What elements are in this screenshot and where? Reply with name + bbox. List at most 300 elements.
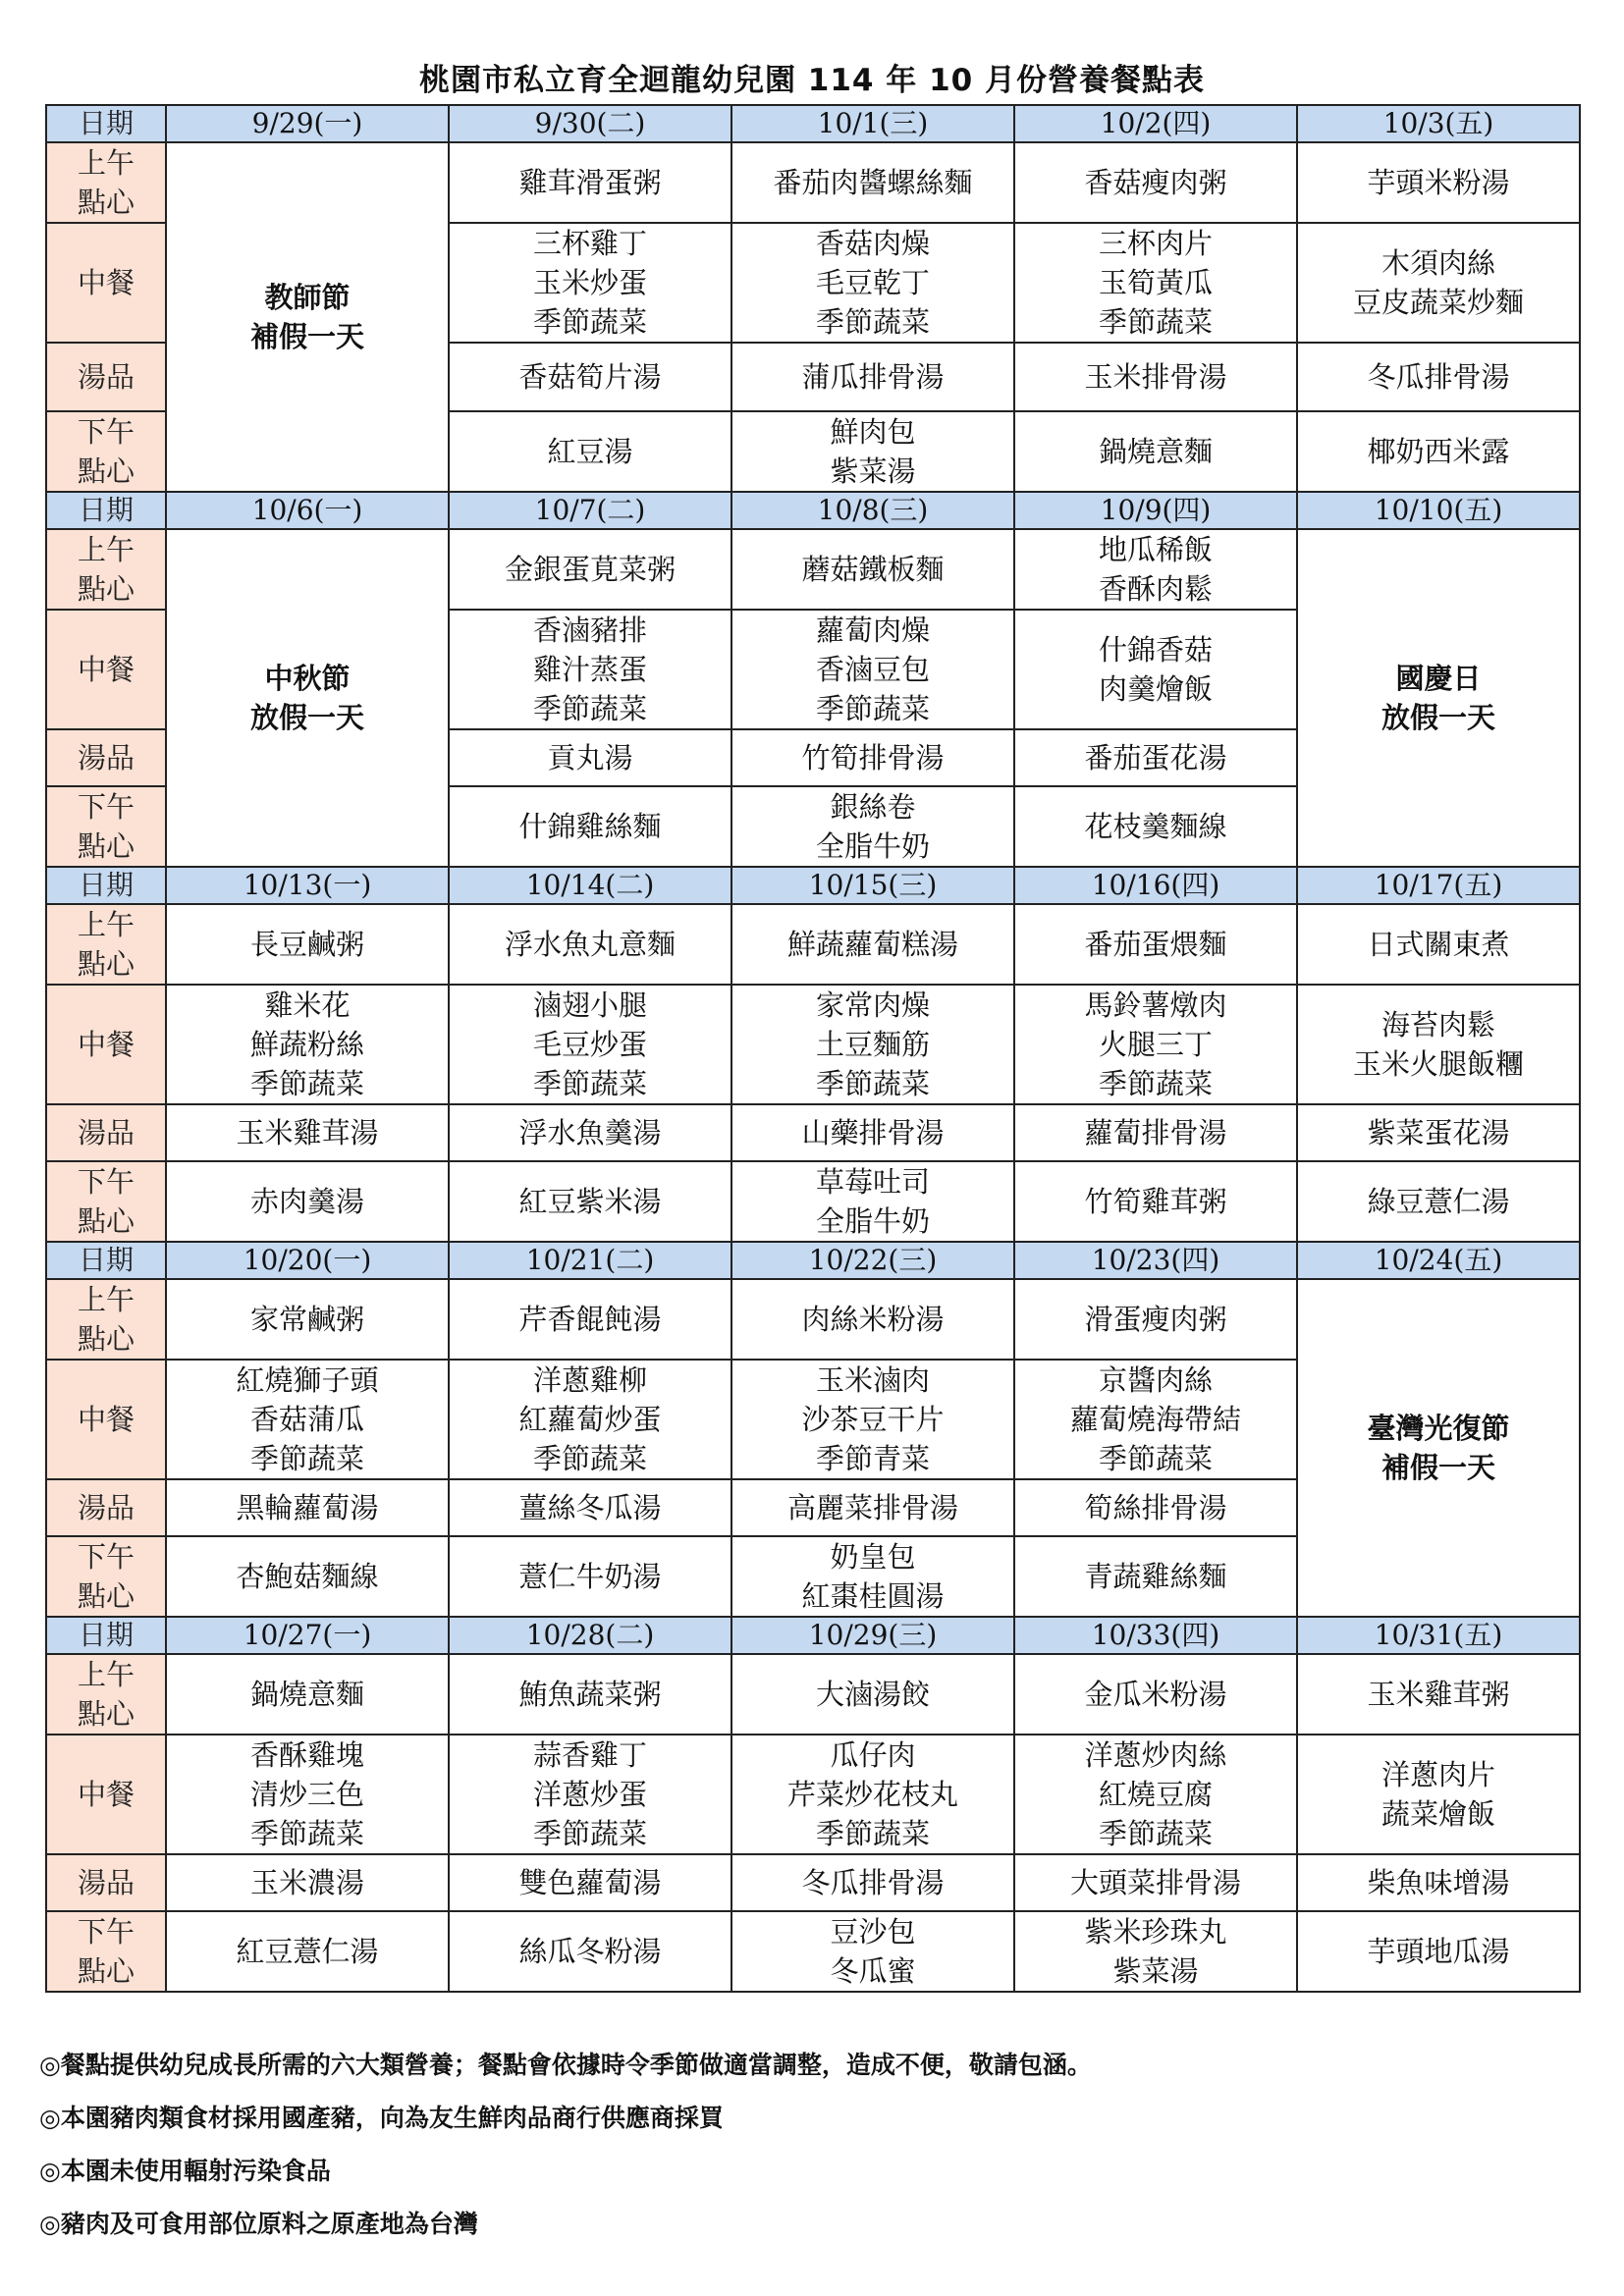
menu-item: 香酥肉鬆 — [1098, 572, 1213, 606]
menu-item: 什錦香菇 — [1098, 633, 1213, 667]
soup-cell — [731, 343, 1014, 411]
lunch-cell — [166, 1360, 449, 1479]
lunch-cell — [731, 610, 1014, 729]
soup-cell — [1297, 1104, 1580, 1161]
menu-item: 紅豆薏仁湯 — [236, 1935, 379, 1968]
afternoon-snack-cell — [731, 1161, 1014, 1242]
afternoon-snack-cell — [731, 1911, 1014, 1992]
soup-cell — [1014, 1479, 1297, 1536]
morning-snack-cell — [166, 1279, 449, 1360]
date-cell: 10/31(五) — [1297, 1617, 1580, 1654]
menu-item: 鍋燒意麵 — [1098, 435, 1213, 468]
morning-snack-cell — [1297, 1654, 1580, 1735]
menu-item: 香滷豬排 — [532, 614, 647, 647]
morning-snack-cell — [449, 529, 731, 610]
soup-label: 湯品 — [46, 1854, 166, 1911]
soup-label: 湯品 — [46, 1479, 166, 1536]
date-cell: 9/29(一) — [166, 105, 449, 142]
menu-item: 鮮蔬蘿蔔糕湯 — [786, 928, 958, 961]
menu-item: 季節蔬菜 — [532, 1067, 647, 1100]
notes-section — [39, 2046, 1591, 2258]
soup-cell — [731, 1104, 1014, 1161]
lunch-cell — [731, 223, 1014, 343]
menu-item: 季節蔬菜 — [532, 1442, 647, 1475]
holiday-line: 臺灣光復節 — [1367, 1412, 1510, 1445]
menu-item: 土豆麵筋 — [815, 1028, 930, 1061]
menu-item: 香菇筍片湯 — [518, 360, 662, 394]
menu-item: 大頭菜排骨湯 — [1069, 1866, 1241, 1899]
menu-item: 金銀蛋莧菜粥 — [504, 553, 676, 586]
soup-cell — [1297, 343, 1580, 411]
menu-item: 雞茸滑蛋粥 — [518, 166, 662, 199]
menu-item: 季節青菜 — [815, 1442, 930, 1475]
lunch-cell — [449, 610, 731, 729]
holiday-line: 中秋節 — [264, 662, 351, 695]
menu-item: 玉米排骨湯 — [1084, 360, 1227, 394]
menu-item: 玉筍黃瓜 — [1098, 266, 1213, 299]
note-origin: ◎豬肉及可食用部位原料之原產地為台灣 — [39, 2210, 478, 2238]
morning-snack-cell — [449, 1279, 731, 1360]
menu-item: 浮水魚丸意麵 — [504, 928, 676, 961]
lunch-label: 中餐 — [46, 1735, 166, 1854]
holiday-line: 教師節 — [264, 281, 351, 314]
date-row — [46, 1242, 1580, 1279]
label-line: 點心 — [77, 829, 135, 863]
morning-snack-cell — [731, 904, 1014, 985]
afternoon-snack-cell — [449, 786, 731, 867]
menu-item: 山藥排骨湯 — [801, 1116, 945, 1149]
afternoon-snack-cell — [731, 786, 1014, 867]
menu-item: 季節蔬菜 — [532, 305, 647, 339]
afternoon-snack-cell — [1014, 411, 1297, 492]
lunch-label: 中餐 — [46, 223, 166, 343]
date-label: 日期 — [46, 105, 166, 142]
menu-item: 椰奶西米露 — [1367, 435, 1510, 468]
soup-cell — [1014, 1854, 1297, 1911]
morning-snack-cell — [1014, 1279, 1297, 1360]
lunch-cell — [1297, 1735, 1580, 1854]
afternoon-snack-row — [46, 1161, 1580, 1242]
soup-cell — [449, 729, 731, 786]
menu-item: 季節蔬菜 — [249, 1817, 364, 1850]
menu-item: 蒲瓜排骨湯 — [801, 360, 945, 394]
lunch-row — [46, 985, 1580, 1104]
afternoon-snack-label — [46, 1536, 166, 1617]
label-line: 點心 — [77, 186, 135, 219]
menu-item: 火腿三丁 — [1098, 1028, 1213, 1061]
morning-snack-cell — [449, 904, 731, 985]
afternoon-snack-cell — [166, 1911, 449, 1992]
menu-item: 香滷豆包 — [815, 653, 930, 686]
label-line: 點心 — [77, 947, 135, 981]
afternoon-snack-cell — [1014, 1161, 1297, 1242]
menu-item: 全脂牛奶 — [815, 829, 930, 863]
soup-cell — [166, 1104, 449, 1161]
lunch-cell — [1297, 223, 1580, 343]
morning-snack-label — [46, 142, 166, 223]
menu-item: 草莓吐司 — [815, 1165, 930, 1199]
label-line: 上午 — [77, 533, 135, 566]
label-line: 下午 — [77, 415, 135, 449]
morning-snack-label — [46, 904, 166, 985]
menu-item: 紫菜蛋花湯 — [1367, 1116, 1510, 1149]
menu-item: 赤肉羹湯 — [249, 1185, 364, 1218]
menu-item: 薏仁牛奶湯 — [518, 1560, 662, 1593]
menu-item: 花枝羹麵線 — [1084, 810, 1227, 843]
menu-item: 雙色蘿蔔湯 — [518, 1866, 662, 1899]
lunch-cell — [1014, 1735, 1297, 1854]
label-line: 上午 — [77, 1658, 135, 1691]
menu-item: 季節蔬菜 — [815, 1067, 930, 1100]
lunch-cell — [449, 1735, 731, 1854]
lunch-cell — [731, 1735, 1014, 1854]
date-cell: 10/1(三) — [731, 105, 1014, 142]
note-pork-source: ◎本園豬肉類食材採用國產豬，向為友生鮮肉品商行供應商採買 — [39, 2104, 724, 2132]
label-line: 下午 — [77, 1165, 135, 1199]
date-label: 日期 — [46, 1242, 166, 1279]
lunch-cell — [166, 1735, 449, 1854]
menu-item: 香菇蒲瓜 — [249, 1403, 364, 1436]
lunch-label: 中餐 — [46, 610, 166, 729]
menu-item: 杏鮑菇麵線 — [236, 1560, 379, 1593]
label-line: 點心 — [77, 1579, 135, 1613]
afternoon-snack-cell — [166, 1161, 449, 1242]
label-line: 點心 — [77, 1954, 135, 1988]
lunch-label: 中餐 — [46, 985, 166, 1104]
menu-item: 雞米花 — [264, 988, 351, 1022]
menu-item: 三杯雞丁 — [532, 227, 647, 260]
menu-item: 瓜仔肉 — [830, 1738, 916, 1772]
afternoon-snack-cell — [731, 411, 1014, 492]
morning-snack-cell — [1014, 904, 1297, 985]
menu-item: 季節蔬菜 — [1098, 1442, 1213, 1475]
menu-item: 鮮蔬粉絲 — [249, 1028, 364, 1061]
menu-item: 番茄肉醬螺絲麵 — [773, 166, 973, 199]
menu-item: 季節蔬菜 — [1098, 1817, 1213, 1850]
morning-snack-row — [46, 904, 1580, 985]
soup-cell — [449, 1479, 731, 1536]
label-line: 上午 — [77, 146, 135, 180]
holiday-cell — [1297, 1279, 1580, 1617]
menu-item: 季節蔬菜 — [815, 305, 930, 339]
menu-item: 地瓜稀飯 — [1098, 533, 1213, 566]
menu-item: 高麗菜排骨湯 — [786, 1491, 958, 1524]
label-line: 點心 — [77, 454, 135, 488]
soup-cell — [1014, 343, 1297, 411]
lunch-cell — [1014, 985, 1297, 1104]
morning-snack-cell — [449, 1654, 731, 1735]
menu-item: 薑絲冬瓜湯 — [518, 1491, 662, 1524]
morning-snack-cell — [1014, 142, 1297, 223]
menu-item: 馬鈴薯燉肉 — [1084, 988, 1227, 1022]
soup-cell — [731, 1479, 1014, 1536]
afternoon-snack-label — [46, 1911, 166, 1992]
date-cell: 10/10(五) — [1297, 492, 1580, 529]
date-row — [46, 492, 1580, 529]
menu-item: 毛豆乾丁 — [815, 266, 930, 299]
menu-item: 三杯肉片 — [1098, 227, 1213, 260]
date-cell: 10/7(二) — [449, 492, 731, 529]
menu-item: 玉米濃湯 — [249, 1866, 364, 1899]
menu-item: 季節蔬菜 — [532, 692, 647, 725]
menu-item: 長豆鹹粥 — [249, 928, 364, 961]
menu-item: 肉絲米粉湯 — [801, 1303, 945, 1336]
menu-item: 季節蔬菜 — [249, 1442, 364, 1475]
date-cell: 10/28(二) — [449, 1617, 731, 1654]
menu-item: 家常肉燥 — [815, 988, 930, 1022]
date-cell: 10/8(三) — [731, 492, 1014, 529]
menu-item: 芋頭米粉湯 — [1367, 166, 1510, 199]
holiday-line: 國慶日 — [1395, 662, 1482, 695]
menu-item: 芹菜炒花枝丸 — [786, 1778, 958, 1811]
soup-cell — [1014, 1104, 1297, 1161]
menu-item: 金瓜米粉湯 — [1084, 1678, 1227, 1711]
date-cell: 10/20(一) — [166, 1242, 449, 1279]
date-row — [46, 1617, 1580, 1654]
holiday-cell — [1297, 529, 1580, 867]
holiday-line: 放假一天 — [249, 701, 364, 734]
menu-item: 竹筍雞茸粥 — [1084, 1185, 1227, 1218]
menu-item: 大滷湯餃 — [815, 1678, 930, 1711]
menu-item: 洋蔥肉片 — [1380, 1758, 1495, 1791]
lunch-label: 中餐 — [46, 1360, 166, 1479]
holiday-line: 放假一天 — [1380, 701, 1495, 734]
menu-item: 季節蔬菜 — [815, 1817, 930, 1850]
menu-item: 蘿蔔燒海帶結 — [1069, 1403, 1241, 1436]
menu-item: 番茄蛋花湯 — [1084, 741, 1227, 774]
menu-item: 紅豆湯 — [547, 435, 633, 468]
menu-item: 季節蔬菜 — [1098, 305, 1213, 339]
afternoon-snack-cell — [449, 1536, 731, 1617]
morning-snack-label — [46, 1654, 166, 1735]
menu-item: 芋頭地瓜湯 — [1367, 1935, 1510, 1968]
soup-cell — [449, 1854, 731, 1911]
morning-snack-row — [46, 1279, 1580, 1360]
afternoon-snack-cell — [1014, 1911, 1297, 1992]
label-line: 點心 — [77, 1322, 135, 1356]
lunch-cell — [1014, 1360, 1297, 1479]
menu-item: 冬瓜蜜 — [830, 1954, 916, 1988]
date-cell: 9/30(二) — [449, 105, 731, 142]
lunch-cell — [449, 1360, 731, 1479]
holiday-cell — [166, 142, 449, 492]
afternoon-snack-cell — [1297, 1911, 1580, 1992]
menu-item: 肉羹燴飯 — [1098, 672, 1213, 706]
afternoon-snack-cell — [166, 1536, 449, 1617]
menu-item: 季節蔬菜 — [815, 692, 930, 725]
menu-item: 洋蔥炒蛋 — [532, 1778, 647, 1811]
menu-item: 黑輪蘿蔔湯 — [236, 1491, 379, 1524]
menu-item: 筍絲排骨湯 — [1084, 1491, 1227, 1524]
menu-item: 滑蛋瘦肉粥 — [1084, 1303, 1227, 1336]
menu-item: 紅蘿蔔炒蛋 — [518, 1403, 662, 1436]
menu-item: 紫米珍珠丸 — [1084, 1915, 1227, 1949]
soup-row — [46, 1104, 1580, 1161]
soup-cell — [166, 1854, 449, 1911]
date-cell: 10/23(四) — [1014, 1242, 1297, 1279]
afternoon-snack-cell — [731, 1536, 1014, 1617]
lunch-cell — [1297, 985, 1580, 1104]
menu-item: 全脂牛奶 — [815, 1204, 930, 1238]
soup-cell — [166, 1479, 449, 1536]
morning-snack-cell — [731, 1279, 1014, 1360]
menu-item: 紅豆紫米湯 — [518, 1185, 662, 1218]
date-cell: 10/3(五) — [1297, 105, 1580, 142]
menu-item: 貢丸湯 — [547, 741, 633, 774]
soup-cell — [731, 1854, 1014, 1911]
morning-snack-label — [46, 529, 166, 610]
afternoon-snack-label — [46, 786, 166, 867]
afternoon-snack-label — [46, 1161, 166, 1242]
menu-item: 鍋燒意麵 — [249, 1678, 364, 1711]
menu-item: 季節蔬菜 — [532, 1817, 647, 1850]
menu-item: 紫菜湯 — [1112, 1954, 1199, 1988]
date-label: 日期 — [46, 867, 166, 904]
menu-item: 京醬肉絲 — [1098, 1363, 1213, 1397]
menu-item: 洋蔥雞柳 — [532, 1363, 647, 1397]
soup-label: 湯品 — [46, 729, 166, 786]
morning-snack-row — [46, 1654, 1580, 1735]
menu-item: 沙茶豆干片 — [801, 1403, 945, 1436]
menu-item: 蒜香雞丁 — [532, 1738, 647, 1772]
afternoon-snack-label — [46, 411, 166, 492]
date-cell: 10/16(四) — [1014, 867, 1297, 904]
label-line: 下午 — [77, 790, 135, 824]
date-cell: 10/24(五) — [1297, 1242, 1580, 1279]
menu-item: 清炒三色 — [249, 1778, 364, 1811]
date-row — [46, 867, 1580, 904]
menu-item: 蘿蔔排骨湯 — [1084, 1116, 1227, 1149]
morning-snack-cell — [1014, 1654, 1297, 1735]
soup-cell — [1297, 1854, 1580, 1911]
morning-snack-cell — [166, 1654, 449, 1735]
menu-item: 紫菜湯 — [830, 454, 916, 488]
lunch-cell — [449, 985, 731, 1104]
page-title: 桃園市私立育全迴龍幼兒園 114 年 10 月份營養餐點表 — [418, 63, 1206, 98]
date-label: 日期 — [46, 1617, 166, 1654]
date-cell: 10/29(三) — [731, 1617, 1014, 1654]
menu-item: 綠豆薏仁湯 — [1367, 1185, 1510, 1218]
afternoon-snack-cell — [1014, 1536, 1297, 1617]
lunch-cell — [449, 223, 731, 343]
menu-item: 香酥雞塊 — [249, 1738, 364, 1772]
lunch-cell — [731, 1360, 1014, 1479]
menu-item: 玉米火腿飯糰 — [1352, 1047, 1524, 1081]
morning-snack-cell — [1297, 142, 1580, 223]
lunch-cell — [1014, 223, 1297, 343]
afternoon-snack-cell — [1014, 786, 1297, 867]
menu-item: 冬瓜排骨湯 — [801, 1866, 945, 1899]
date-cell: 10/14(二) — [449, 867, 731, 904]
menu-item: 家常鹹粥 — [249, 1303, 364, 1336]
menu-item: 鮮肉包 — [830, 415, 916, 449]
morning-snack-cell — [731, 142, 1014, 223]
menu-item: 季節蔬菜 — [1098, 1067, 1213, 1100]
menu-item: 蘑菇鐵板麵 — [801, 553, 945, 586]
label-line: 點心 — [77, 1697, 135, 1731]
date-cell: 10/15(三) — [731, 867, 1014, 904]
soup-cell — [449, 343, 731, 411]
menu-item: 銀絲卷 — [830, 790, 916, 824]
menu-item: 蔬菜燴飯 — [1380, 1797, 1495, 1831]
date-cell: 10/13(一) — [166, 867, 449, 904]
menu-item: 紅棗桂圓湯 — [801, 1579, 945, 1613]
label-line: 上午 — [77, 1283, 135, 1316]
morning-snack-cell — [166, 904, 449, 985]
soup-row — [46, 1854, 1580, 1911]
menu-item: 香菇瘦肉粥 — [1084, 166, 1227, 199]
date-cell: 10/21(二) — [449, 1242, 731, 1279]
soup-cell — [731, 729, 1014, 786]
menu-item: 蘿蔔肉燥 — [815, 614, 930, 647]
morning-snack-cell — [1297, 904, 1580, 985]
date-cell: 10/17(五) — [1297, 867, 1580, 904]
holiday-cell — [166, 529, 449, 867]
morning-snack-row — [46, 142, 1580, 223]
soup-label: 湯品 — [46, 343, 166, 411]
menu-item: 玉米雞茸粥 — [1367, 1678, 1510, 1711]
note-radiation: ◎本園未使用輻射污染食品 — [39, 2157, 331, 2185]
date-cell: 10/33(四) — [1014, 1617, 1297, 1654]
menu-item: 芹香餛飩湯 — [518, 1303, 662, 1336]
menu-item: 鮪魚蔬菜粥 — [518, 1678, 662, 1711]
menu-item: 竹筍排骨湯 — [801, 741, 945, 774]
morning-snack-label — [46, 1279, 166, 1360]
afternoon-snack-cell — [449, 411, 731, 492]
menu-item: 季節蔬菜 — [249, 1067, 364, 1100]
menu-item: 紅燒豆腐 — [1098, 1778, 1213, 1811]
menu-item: 日式關東煮 — [1367, 928, 1510, 961]
menu-item: 香菇肉燥 — [815, 227, 930, 260]
note-nutrition: ◎餐點提供幼兒成長所需的六大類營養；餐點會依據時令季節做適當調整，造成不便，敬請包涵。 — [39, 2051, 1092, 2079]
label-line: 下午 — [77, 1540, 135, 1574]
lunch-cell — [731, 985, 1014, 1104]
menu-item: 雞汁蒸蛋 — [532, 653, 647, 686]
soup-label: 湯品 — [46, 1104, 166, 1161]
menu-item: 玉米滷肉 — [815, 1363, 930, 1397]
date-cell: 10/27(一) — [166, 1617, 449, 1654]
date-label: 日期 — [46, 492, 166, 529]
lunch-cell — [166, 985, 449, 1104]
menu-item: 什錦雞絲麵 — [518, 810, 662, 843]
morning-snack-row — [46, 529, 1580, 610]
menu-item: 浮水魚羹湯 — [518, 1116, 662, 1149]
menu-item: 青蔬雞絲麵 — [1084, 1560, 1227, 1593]
morning-snack-cell — [449, 142, 731, 223]
menu-item: 毛豆炒蛋 — [532, 1028, 647, 1061]
holiday-line: 補假一天 — [249, 320, 364, 353]
morning-snack-cell — [1014, 529, 1297, 610]
menu-item: 海苔肉鬆 — [1380, 1008, 1495, 1041]
label-line: 點心 — [77, 1204, 135, 1238]
soup-cell — [449, 1104, 731, 1161]
morning-snack-cell — [731, 529, 1014, 610]
holiday-line: 補假一天 — [1380, 1451, 1495, 1484]
menu-item: 番茄蛋煨麵 — [1084, 928, 1227, 961]
label-line: 下午 — [77, 1915, 135, 1949]
date-cell: 10/2(四) — [1014, 105, 1297, 142]
menu-item: 紅燒獅子頭 — [236, 1363, 379, 1397]
morning-snack-cell — [731, 1654, 1014, 1735]
date-cell: 10/6(一) — [166, 492, 449, 529]
lunch-cell — [1014, 610, 1297, 729]
date-cell: 10/9(四) — [1014, 492, 1297, 529]
afternoon-snack-row — [46, 1911, 1580, 1992]
date-cell: 10/22(三) — [731, 1242, 1014, 1279]
lunch-row — [46, 1735, 1580, 1854]
label-line: 上午 — [77, 908, 135, 941]
date-row — [46, 105, 1580, 142]
